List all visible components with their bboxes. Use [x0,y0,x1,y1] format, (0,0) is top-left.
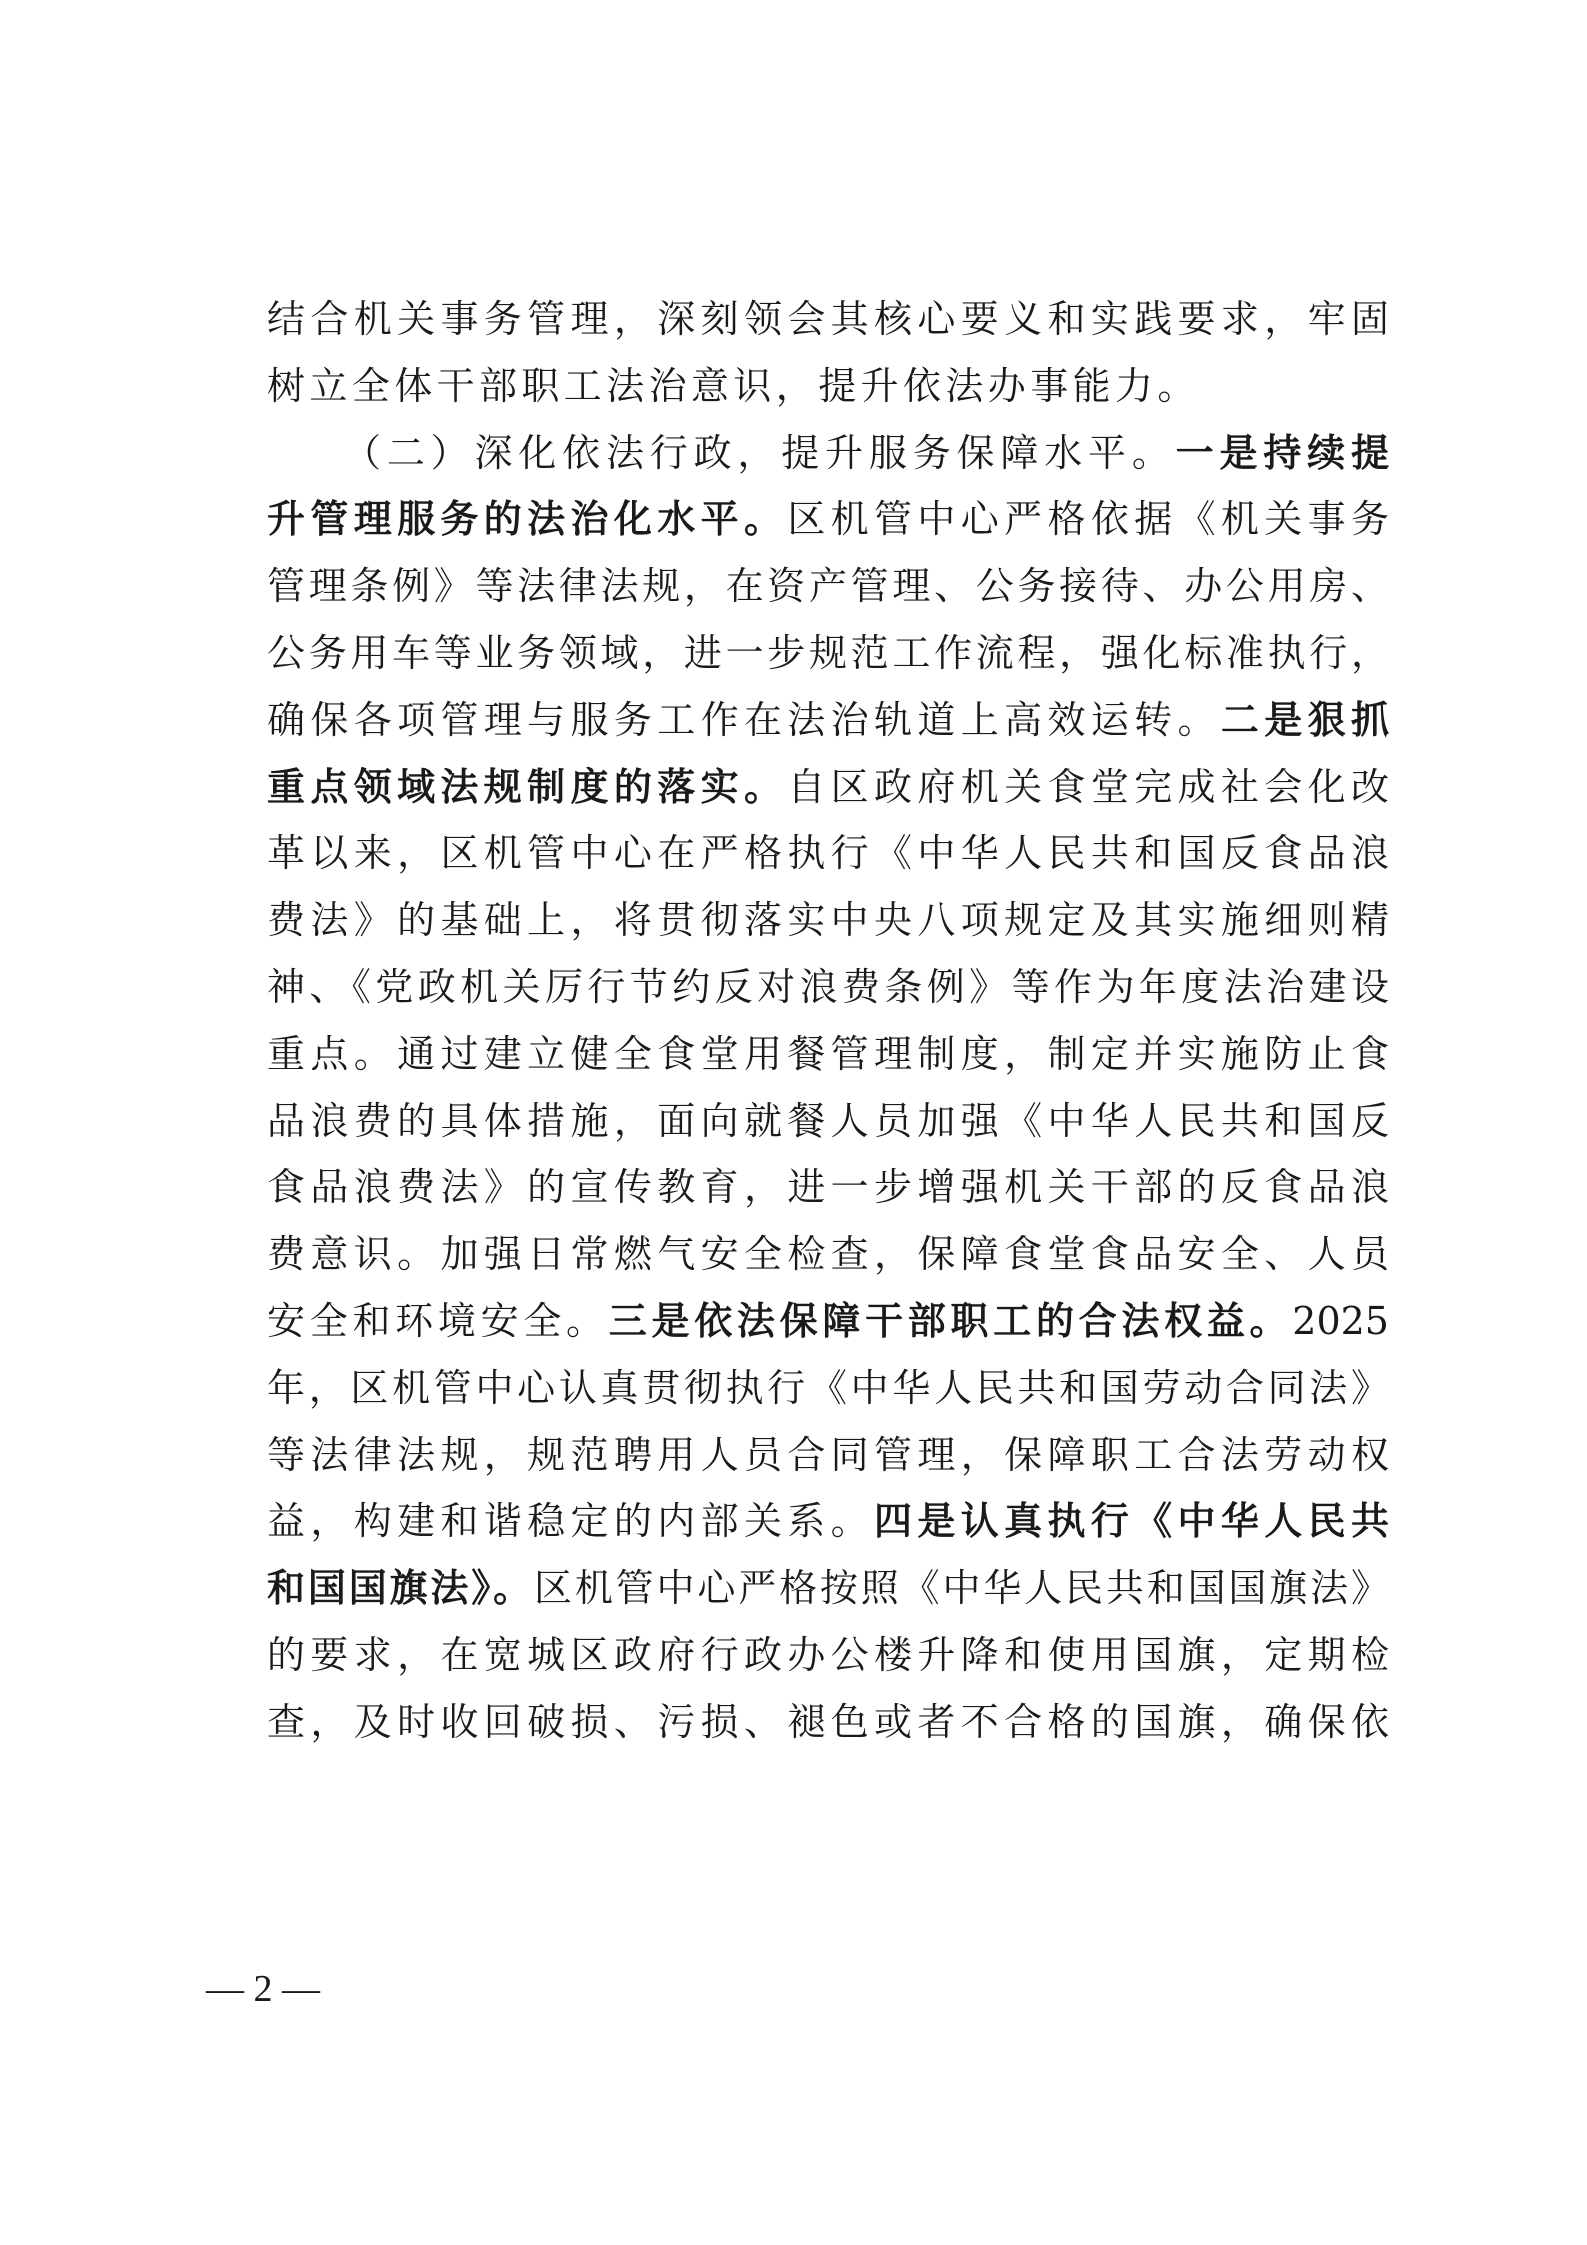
text-run: 自区政府机关食堂完成社会化改 [787,764,1389,809]
text-line [267,1422,1389,1489]
text-line [267,420,1389,487]
text-line [267,1488,1389,1555]
text-line [267,687,1389,754]
text-run: 重点。通过建立健全食堂用餐管理制度，制定并实施防止食 [267,1031,1389,1076]
text-line [267,954,1389,1021]
text-line [267,1221,1389,1288]
text-run: 年，区机管中心认真贯彻执行《中华人民共和国劳动合同法》 [267,1365,1389,1410]
text-run: 品浪费的具体措施，面向就餐人员加强《中华人民共和国反 [267,1098,1389,1143]
text-run: 费意识。加强日常燃气安全检查，保障食堂食品安全、人员 [267,1232,1389,1277]
text-line [267,286,1389,353]
text-line [267,1555,1389,1622]
text-run: 查，及时收回破损、污损、褪色或者不合格的国旗，确保依 [267,1699,1389,1744]
text-line [267,1154,1389,1221]
text-run: 安全和环境安全。 [267,1298,609,1343]
text-run: 管理条例》等法律法规，在资产管理、公务接待、办公用房、 [267,564,1389,609]
text-line [267,1288,1389,1355]
text-line [267,1088,1389,1155]
body-text [267,286,1389,1756]
text-line [267,754,1389,821]
text-line [267,353,1389,420]
text-line [267,1021,1389,1088]
page-number: — 2 — [206,1968,320,2010]
text-run: 革以来，区机管中心在严格执行《中华人民共和国反食品浪 [267,831,1389,876]
text-line [267,820,1389,887]
text-run: 费法》的基础上，将贯彻落实中央八项规定及其实施细则精 [267,898,1389,943]
bold-text-run: 一是持续提 [1175,429,1389,475]
text-run: 食品浪费法》的宣传教育，进一步增强机关干部的反食品浪 [267,1165,1389,1210]
text-run: 等法律法规，规范聘用人员合同管理，保障职工合法劳动权 [267,1432,1389,1477]
bold-text-run: 三是依法保障干部职工的合法权益。 [608,1297,1293,1343]
text-run: 的要求，在宽城区政府行政办公楼升降和使用国旗，定期检 [267,1632,1389,1677]
bold-text-run: 二是狠抓 [1220,696,1389,742]
text-run: 区机管中心严格依据《机关事务 [787,497,1389,542]
bold-text-run: 四是认真执行《中华人民共 [874,1498,1389,1544]
text-line [267,1355,1389,1422]
text-line [267,486,1389,553]
text-run: 神、《党政机关厉行节约反对浪费条例》等作为年度法治建设 [267,964,1389,1009]
text-run: （二）深化依法行政，提升服务保障水平。 [343,430,1176,475]
bold-text-run: 和国国旗法》。 [267,1565,534,1611]
text-line [267,620,1389,687]
text-run: 益，构建和谐稳定的内部关系。 [267,1499,875,1544]
text-line [267,1689,1389,1756]
text-run: 树立全体干部职工法治意识，提升依法办事能力。 [267,363,1200,408]
text-line [267,553,1389,620]
text-run: 区机管中心严格按照《中华人民共和国国旗法》 [533,1566,1389,1611]
bold-text-run: 升管理服务的法治化水平。 [267,496,788,542]
bold-text-run: 重点领域法规制度的落实。 [267,763,788,809]
text-run: 结合机关事务管理，深刻领会其核心要义和实践要求，牢固 [267,297,1389,341]
text-line [267,887,1389,954]
text-run: 确保各项管理与服务工作在法治轨道上高效运转。 [267,697,1221,742]
text-run: 2025 [1292,1298,1389,1343]
text-run: 公务用车等业务领域，进一步规范工作流程，强化标准执行， [267,630,1389,675]
text-line [267,1622,1389,1689]
